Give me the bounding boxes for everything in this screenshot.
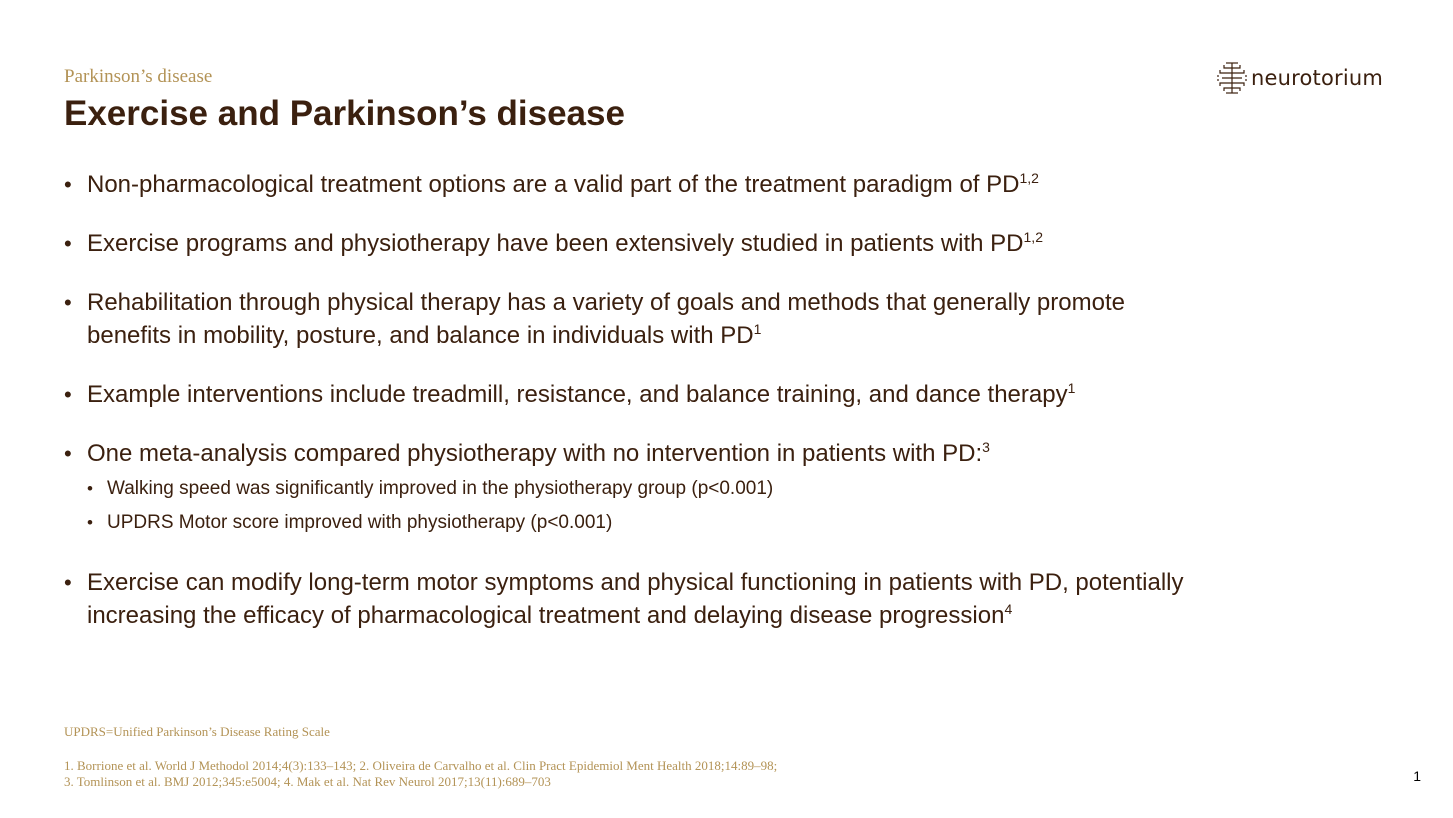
citation: 1 <box>1067 380 1076 396</box>
reference-line: 3. Tomlinson et al. BMJ 2012;345:e5004; 4. Mak et al. Nat Rev Neurol 2017;13(11):689–703 <box>64 774 551 789</box>
slide-title: Exercise and Parkinson’s disease <box>64 94 625 133</box>
logo-wordmark: neurotorium <box>1251 66 1384 90</box>
bullet-text: One meta-analysis compared physiotherapy with no intervention in patients with PD: <box>87 440 983 467</box>
sub-list-item: • Walking speed was significantly improved in the physiotherapy group (p<0.001) <box>87 472 1184 506</box>
brand-logo <box>1216 61 1383 95</box>
page-number: 1 <box>1413 768 1421 784</box>
citation: 1,2 <box>1023 229 1043 245</box>
bullet-text: Exercise programs and physiotherapy have been extensively studied in patients with PD <box>87 230 1024 257</box>
neurotorium-logo-icon <box>1216 61 1248 95</box>
list-item <box>64 168 1184 201</box>
abbreviation-note: UPDRS=Unified Parkinson’s Disease Rating Scale <box>64 724 330 739</box>
list-item <box>64 378 1184 411</box>
sub-bullet-list <box>87 472 1184 540</box>
bullet-text: Example interventions include treadmill, resistance, and balance training, and dance therapy <box>87 381 1068 408</box>
bullet-list <box>64 168 1184 658</box>
citation: 1 <box>753 321 762 337</box>
citation: 3 <box>982 439 990 455</box>
reference-line: 1. Borrione et al. World J Methodol 2014;4(3):133–143; 2. Oliveira de Carvalho et al. Clin Pract Epidemiol Ment Health 2018;14:89–98; <box>64 758 778 773</box>
bullet-text: Non-pharmacological treatment options are a valid part of the treatment paradigm of PD <box>87 171 1020 198</box>
list-item <box>64 437 1184 540</box>
bullet-text: Rehabilitation through physical therapy has a variety of goals and methods that generally promote benefits in mobility, posture, and balance in individuals with PD <box>87 289 1125 349</box>
eyebrow-label: Parkinson’s disease <box>64 66 213 87</box>
bullet-text: Exercise can modify long-term motor symptoms and physical functioning in patients with PD, potentially increasing the efficacy of pharmacological treatment and delaying disease progression <box>87 569 1184 629</box>
citation: 4 <box>1004 601 1013 617</box>
list-item <box>64 566 1184 632</box>
list-item <box>64 286 1184 352</box>
references <box>64 758 777 790</box>
citation: 1,2 <box>1019 170 1039 186</box>
sub-list-item: • UPDRS Motor score improved with physiotherapy (p<0.001) <box>87 506 1184 540</box>
list-item <box>64 227 1184 260</box>
